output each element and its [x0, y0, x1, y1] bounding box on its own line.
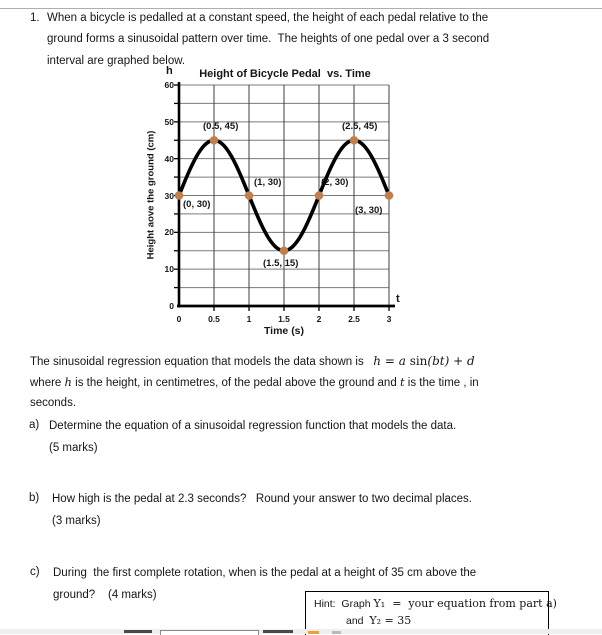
y-tick-label: 20 — [164, 227, 174, 238]
cutoff-fragment — [263, 630, 293, 633]
data-point-label: (2.5, 45) — [342, 121, 378, 133]
part-c-marks: ground? (4 marks) — [53, 589, 157, 601]
page-top-rule — [0, 8, 602, 9]
data-point-label: (3, 30) — [355, 204, 383, 216]
x-tick-label: 2.5 — [348, 314, 360, 324]
x-tick-label: 1 — [246, 314, 252, 324]
y-tick-label: 40 — [164, 153, 174, 164]
y-axis-variable: h — [166, 65, 173, 77]
variable-h: h — [64, 375, 72, 389]
cutoff-content-strip — [0, 629, 602, 634]
part-a-text: Determine the equation of a sinusoidal regression function that models the data. — [49, 420, 457, 432]
data-point-marker — [350, 136, 359, 145]
data-point-label: (1.5, 15) — [263, 257, 299, 269]
part-b-marks: (3 marks) — [52, 515, 101, 527]
data-point-marker — [210, 136, 219, 145]
y-axis-label: Height aove the ground (cm) — [145, 130, 157, 260]
y-tick-label: 50 — [164, 116, 174, 127]
x-tick-label: 2 — [316, 314, 322, 324]
equation-intro-text: The sinusoidal regression equation that models the data shown is — [30, 356, 374, 368]
hint-line-2: and Y₂ = 35 — [346, 614, 412, 627]
data-point-marker — [245, 191, 254, 200]
data-point-marker — [315, 191, 324, 200]
y-tick-label: 10 — [164, 264, 174, 275]
x-tick-label: 0 — [176, 314, 182, 324]
cutoff-fragment — [124, 630, 152, 633]
equation-paragraph-line-3: seconds. — [30, 397, 77, 409]
part-c-label: c) — [30, 566, 40, 578]
question-line-1: When a bicycle is pedalled at a constant speed, the height of each pedal relative to the — [47, 12, 489, 24]
part-a-label: a) — [29, 419, 40, 431]
data-point-label: (1, 30) — [254, 176, 282, 188]
x-tick-label: 0.5 — [208, 314, 220, 324]
y-tick-label: 0 — [169, 301, 174, 311]
cutoff-input-box — [160, 630, 259, 635]
x-axis-label: Time (s) — [263, 325, 305, 337]
x-tick-label: 1.5 — [278, 314, 290, 324]
data-point-marker — [175, 191, 184, 200]
data-point-label: (0.5, 45) — [203, 121, 239, 133]
part-b-text: How high is the pedal at 2.3 seconds? Round your answer to two decimal places. — [52, 493, 472, 505]
variable-t: t — [399, 375, 405, 389]
data-point-marker — [280, 246, 289, 255]
equation-paragraph-line-1 — [30, 354, 475, 369]
data-point-label: (0, 30) — [183, 198, 211, 210]
x-axis-variable: t — [396, 293, 400, 305]
chart-title: Height of Bicycle Pedal vs. Time — [199, 68, 371, 80]
pedal-height-chart — [135, 63, 420, 345]
data-point-marker — [385, 191, 394, 200]
part-c-text: During the first complete rotation, when is the pedal at a height of 35 cm above the — [53, 567, 477, 579]
part-b-label: b) — [29, 492, 40, 504]
equation-paragraph-line-2: where h is the height, in centimetres, of the pedal above the ground and t is the time , in — [30, 375, 479, 389]
hint-line-1: Hint: Graph Y₁ = your equation from part a) — [314, 597, 557, 610]
data-point-label: (2, 30) — [321, 176, 349, 188]
y-tick-label: 60 — [164, 80, 174, 90]
x-tick-label: 3 — [386, 314, 392, 324]
regression-equation: h = a sin(bt) + d — [373, 354, 475, 368]
part-a-marks: (5 marks) — [49, 442, 98, 454]
y-tick-label: 30 — [164, 190, 174, 201]
question-line-3: interval are graphed below. — [47, 55, 186, 67]
question-line-2: ground forms a sinusoidal pattern over time. The heights of one pedal over a 3 second — [47, 33, 490, 45]
question-number: 1. — [30, 12, 40, 24]
